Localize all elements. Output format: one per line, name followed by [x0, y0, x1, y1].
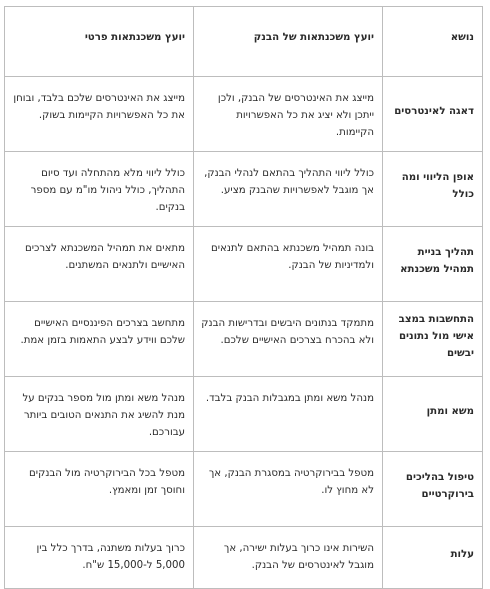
- table-row: [5, 152, 483, 227]
- row-bank-advisor: מייצג את האינטרסים של הבנק, ולכן ייתכן ולא יציג את כל האפשרויות הקיימות.: [194, 77, 383, 152]
- table-row: [5, 452, 483, 527]
- row-bank-advisor: בונה תמהיל משכנתא בהתאם לתנאים ולמדיניות של הבנק.: [194, 227, 383, 302]
- row-bank-advisor: מטפל בבירוקרטיה במסגרת הבנק, אך לא מחוץ לו.: [194, 452, 383, 527]
- header-bank-advisor: יועץ משכנתאות של הבנק: [194, 7, 383, 77]
- row-private-advisor: מייצג את האינטרסים שלכם בלבד, ובוחן את כל האפשרויות הקיימות בשוק.: [5, 77, 194, 152]
- header-private-advisor: יועץ משכנתאות פרטי: [5, 7, 194, 77]
- row-topic: משא ומתן: [383, 377, 483, 452]
- row-topic: אופן הליווי ומה כולל: [383, 152, 483, 227]
- table-body: [5, 77, 483, 589]
- row-topic: התחשבות במצב אישי מול נתונים יבשים: [383, 302, 483, 377]
- row-private-advisor: כרוך בעלות משתנה, בדרך כלל בין 5,000 ל-15,000 ש"ח.: [5, 527, 194, 589]
- table-row: [5, 77, 483, 152]
- header-row: [5, 7, 483, 77]
- row-bank-advisor: מנהל משא ומתן במגבלות הבנק בלבד.: [194, 377, 383, 452]
- row-topic: דאגה לאינטרסים: [383, 77, 483, 152]
- header-topic: נושא: [383, 7, 483, 77]
- table-row: [5, 527, 483, 589]
- row-topic: עלות: [383, 527, 483, 589]
- table-row: [5, 377, 483, 452]
- table-header: [5, 7, 483, 77]
- row-bank-advisor: השירות אינו כרוך בעלות ישירה, אך מוגבל לאינטרסים של הבנק.: [194, 527, 383, 589]
- row-topic: טיפול בהליכים בירוקרטיים: [383, 452, 483, 527]
- row-private-advisor: כולל ליווי מלא מהתחלה ועד סיום התהליך, כולל ניהול מו"מ עם מספר בנקים.: [5, 152, 194, 227]
- row-private-advisor: מנהל משא ומתן מול מספר בנקים על מנת להשיג את התנאים הטובים ביותר עבורכם.: [5, 377, 194, 452]
- row-bank-advisor: מתמקד בנתונים היבשים ובדרישות הבנק ולא בהכרח בצרכים האישיים שלכם.: [194, 302, 383, 377]
- row-private-advisor: מתחשב בצרכים הפיננסיים האישיים שלכם ווידע לבצע התאמות בזמן אמת.: [5, 302, 194, 377]
- row-topic: תהליך בניית תמהיל משכנתא: [383, 227, 483, 302]
- row-private-advisor: מתאים את תמהיל המשכנתא לצרכים האישיים ולתנאים המשתנים.: [5, 227, 194, 302]
- row-private-advisor: מטפל בכל הבירוקרטיה מול הבנקים וחוסך זמן ומאמץ.: [5, 452, 194, 527]
- row-bank-advisor: כולל ליווי התהליך בהתאם לנהלי הבנק, אך מוגבל לאפשרויות שהבנק מציע.: [194, 152, 383, 227]
- table-row: [5, 227, 483, 302]
- comparison-table: [4, 6, 483, 589]
- table-row: [5, 302, 483, 377]
